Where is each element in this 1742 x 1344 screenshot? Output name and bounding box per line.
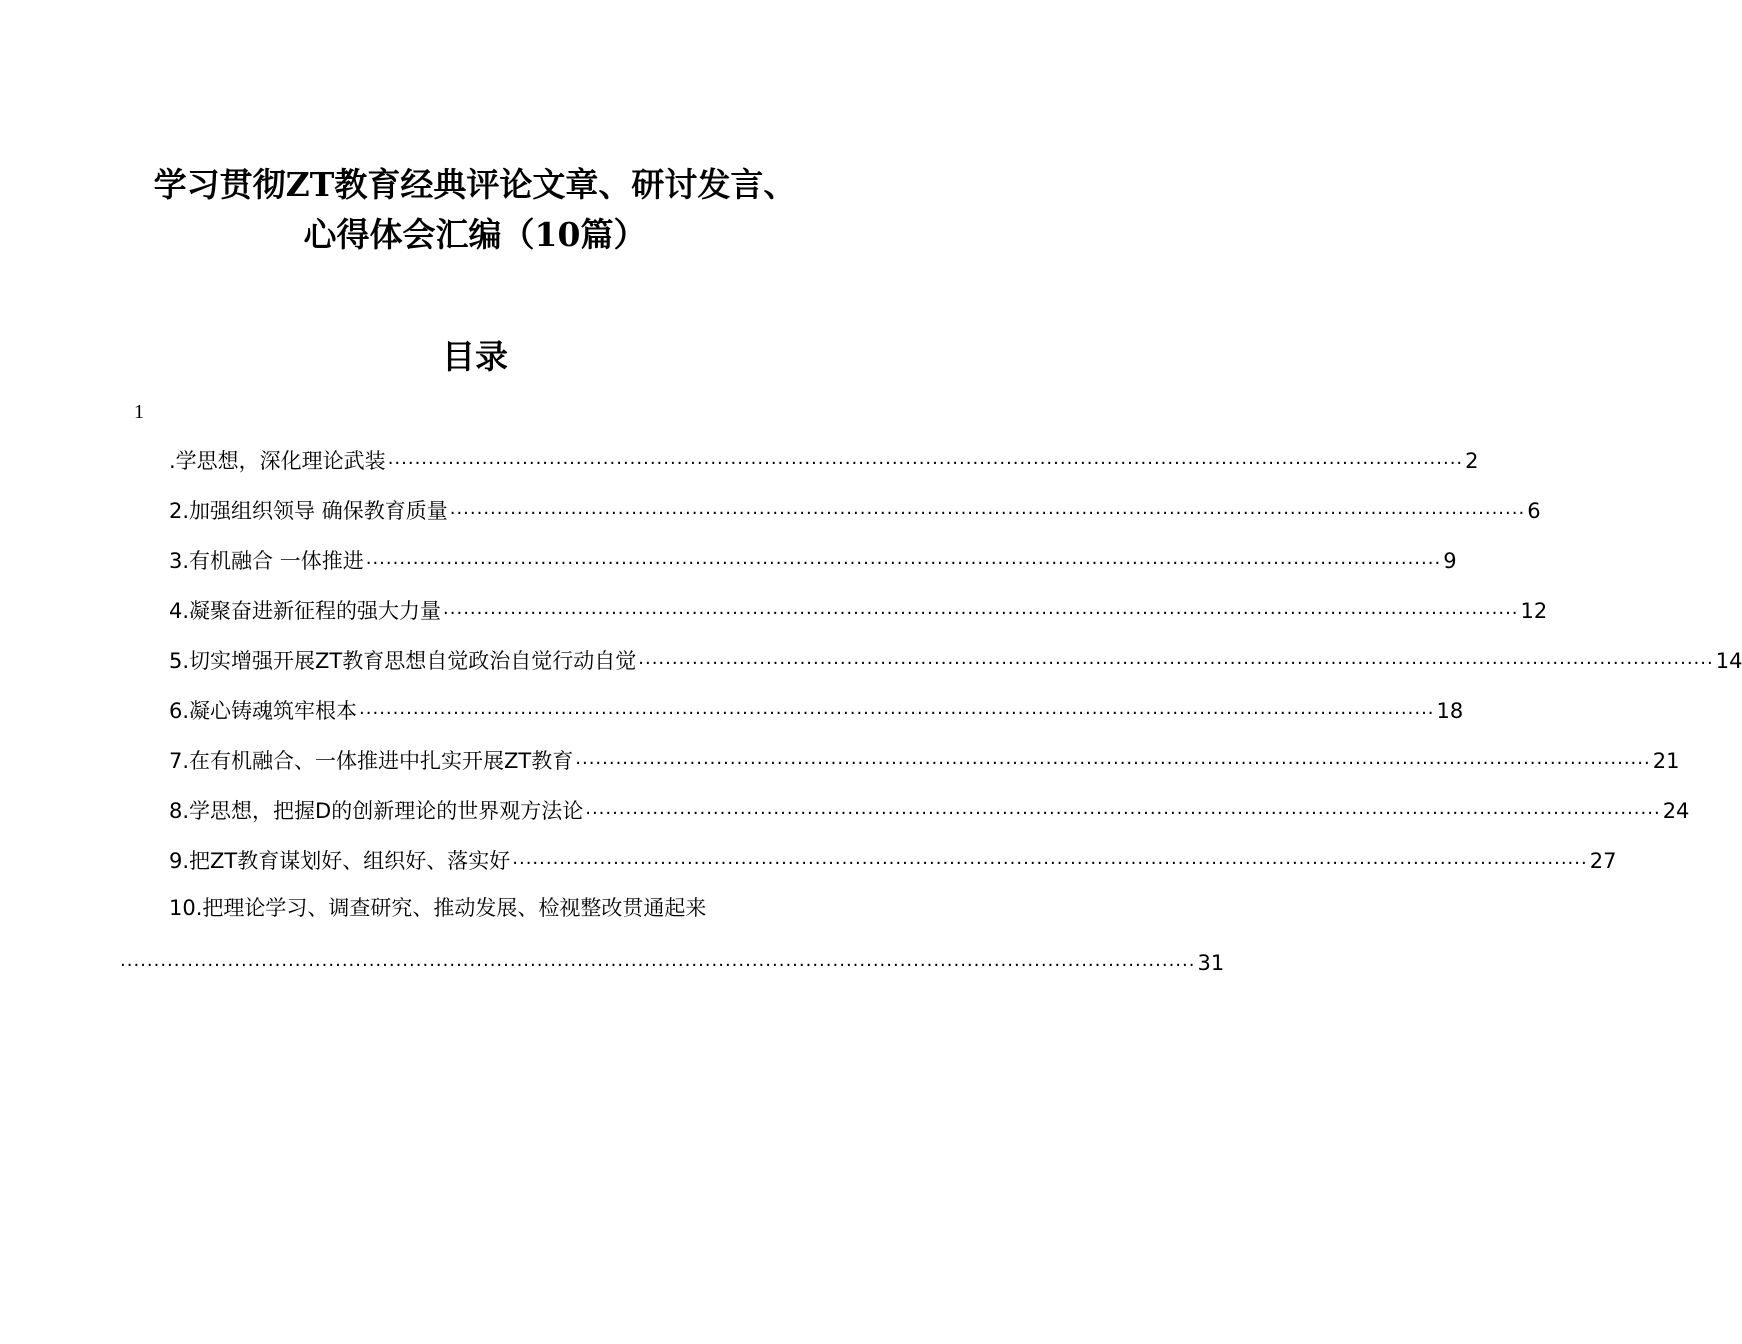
toc-entry-page: 9 <box>1443 549 1457 573</box>
toc-entry-6[interactable] <box>169 690 1464 726</box>
toc-entry-page: 14 <box>1715 649 1742 673</box>
toc-stray-number: 1 <box>134 401 144 423</box>
toc-leader-dots: ................................................................................................................................................................ <box>449 498 1526 519</box>
toc-entry-title: 7.在有机融合、一体推进中扎实开展ZT教育 <box>169 749 574 773</box>
toc-leader-dots: ................................................................................................................................................................ <box>638 648 1714 669</box>
toc-entry-9[interactable] <box>169 840 1617 876</box>
toc-entry-4[interactable] <box>169 590 1548 626</box>
toc-leader-dots: ................................................................................................................................................................ <box>359 698 1435 719</box>
toc-entry-10-continuation[interactable] <box>118 942 1225 978</box>
toc-entry-7[interactable] <box>169 740 1680 776</box>
toc-entry-title: 8.学思想，把握D的创新理论的世界观方法论 <box>169 799 584 823</box>
toc-entry-5[interactable] <box>169 640 1742 676</box>
document-title-line-1: 学习贯彻ZT教育经典评论文章、研讨发言、 <box>153 165 797 204</box>
toc-entry-3[interactable] <box>169 540 1457 576</box>
toc-entry-page: 27 <box>1589 849 1617 873</box>
toc-heading: 目录 <box>442 337 508 376</box>
toc-entry-page: 31 <box>1197 951 1225 975</box>
toc-entry-page: 2 <box>1465 449 1479 473</box>
toc-entry-title: 6.凝心铸魂筑牢根本 <box>169 699 358 723</box>
toc-leader-dots: ................................................................................................................................................................ <box>365 548 1442 569</box>
document-title-line-2: 心得体会汇编（10篇） <box>303 215 647 254</box>
toc-entry-page: 24 <box>1662 799 1690 823</box>
toc-leader-dots: ................................................................................................................................................................ <box>120 950 1196 971</box>
toc-entry-title: 9.把ZT教育谋划好、组织好、落实好 <box>169 849 511 873</box>
toc-entry-8[interactable] <box>169 790 1690 826</box>
toc-entry-1[interactable] <box>169 440 1479 476</box>
toc-entry-title: 3.有机融合 一体推进 <box>169 549 364 573</box>
toc-entry-title: 2.加强组织领导 确保教育质量 <box>169 499 448 523</box>
toc-entry-title: 5.切实增强开展ZT教育思想自觉政治自觉行动自觉 <box>169 649 637 673</box>
toc-leader-dots: ................................................................................................................................................................ <box>387 448 1464 469</box>
toc-leader-dots: ................................................................................................................................................................ <box>585 798 1661 819</box>
toc-entry-title: 4.凝聚奋进新征程的强大力量 <box>169 599 442 623</box>
toc-leader-dots: ................................................................................................................................................................ <box>443 598 1519 619</box>
toc-leader-dots: ................................................................................................................................................................ <box>512 848 1588 869</box>
toc-entry-title: .学思想，深化理论武装 <box>169 449 386 473</box>
toc-entry-page: 6 <box>1527 499 1541 523</box>
toc-entry-page: 18 <box>1436 699 1464 723</box>
toc-entry-page: 12 <box>1520 599 1548 623</box>
toc-entry-page: 21 <box>1652 749 1680 773</box>
toc-entry-2[interactable] <box>169 490 1541 526</box>
toc-leader-dots: ................................................................................................................................................................ <box>575 748 1651 769</box>
toc-entry-10[interactable]: 10.把理论学习、调查研究、推动发展、检视整改贯通起来 <box>169 896 707 920</box>
